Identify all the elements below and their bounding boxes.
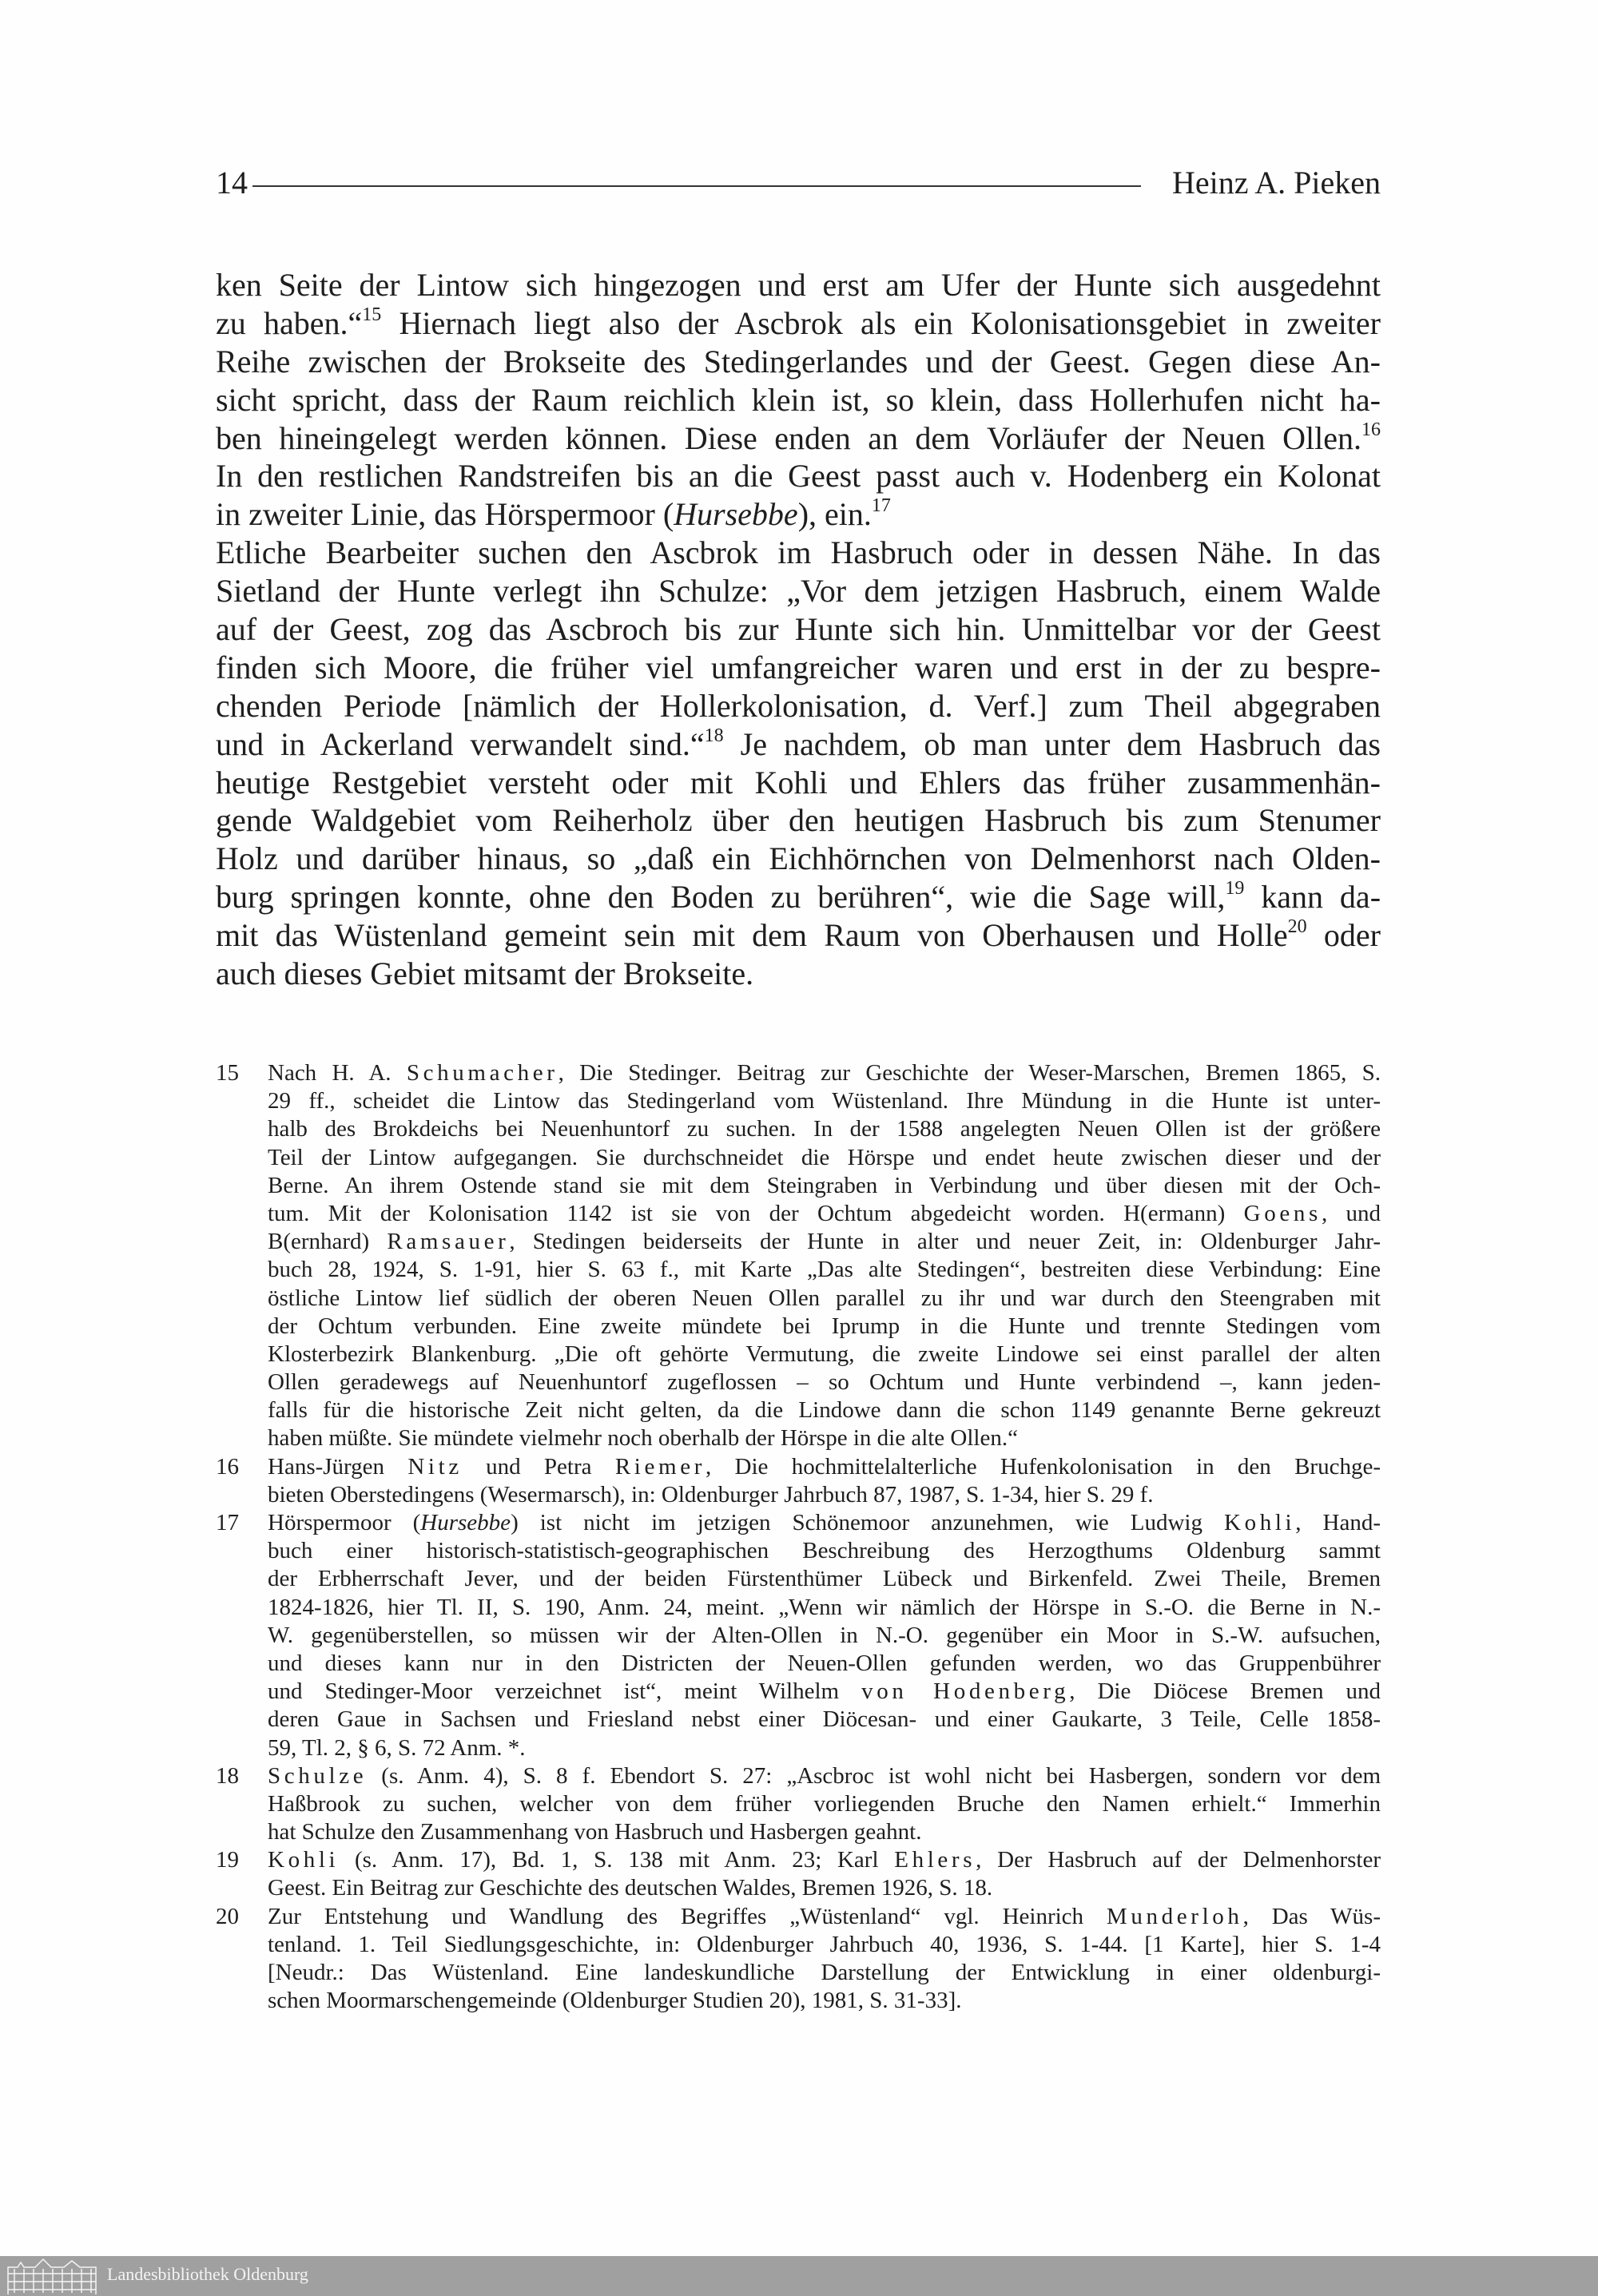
text-line	[268, 1537, 1381, 1565]
text-line	[268, 1453, 1381, 1481]
text-run: (s. Anm. 4), S. 8 f. Ebendort S. 27: „Ascbroc ist wohl nicht bei Hasbergen, sondern vor dem	[367, 1762, 1381, 1789]
text-run: ) ist nicht im jetzigen Schönemoor anzunehmen, wie Ludwig	[511, 1510, 1224, 1535]
text-line	[216, 495, 1381, 534]
text-line	[268, 1368, 1381, 1396]
text-line	[268, 1790, 1381, 1818]
text-run: B(ernhard)	[268, 1229, 388, 1255]
text-line	[216, 764, 1381, 802]
library-footer-bar	[0, 2256, 1598, 2296]
text-run: buch einer historisch-statistisch-geographischen Beschreibung des Herzogthums Oldenburg sammt	[268, 1538, 1381, 1564]
body-text	[216, 266, 1381, 993]
text-run: [Neudr.: Das Wüstenland. Eine landeskundliche Darstellung der Entwicklung in einer oldenburgi-	[268, 1960, 1381, 1985]
text-run: deren Gaue in Sachsen und Friesland nebst einer Diöcesan- und einer Gaukarte, 3 Teile, Celle 1858-	[268, 1706, 1381, 1733]
text-line	[268, 1903, 1381, 1931]
footnote-number: 17	[216, 1510, 239, 1535]
text-line	[268, 1594, 1381, 1622]
text-run: Berne. An ihrem Ostende stand sie mit dem Steingraben in Verbindung und über diesen mit der Och-	[268, 1172, 1381, 1198]
text-line	[216, 916, 1381, 955]
text-run: Etliche Bearbeiter suchen den Ascbrok im Hasbruch oder in dessen Nähe. In das	[216, 534, 1381, 571]
footnote	[216, 1509, 1381, 1762]
text-run: Klosterbezirk Blankenburg. „Die oft gehörte Vermutung, die zweite Lindowe sei einst parallel der alten	[268, 1341, 1381, 1367]
text-line	[216, 572, 1381, 610]
text-line	[268, 1200, 1381, 1228]
text-run: tenland. 1. Teil Siedlungsgeschichte, in: Oldenburger Jahrbuch 40, 1936, S. 1-44. [1 Karte], hier S. 1-4	[268, 1931, 1381, 1957]
text-line	[268, 1762, 1381, 1790]
text-run: der Erbherrschaft Jever, und der beiden Fürstenthümer Lübeck und Birkenfeld. Zwei Theile, Bremen	[268, 1566, 1381, 1592]
text-line	[268, 1424, 1381, 1452]
text-line	[216, 649, 1381, 687]
text-run: 29 ff., scheidet die Lintow das Stedingerland vom Wüstenland. Ihre Mündung in die Hunte ist unter-	[268, 1088, 1381, 1114]
text-line	[268, 1678, 1381, 1706]
text-run: , und	[1321, 1200, 1381, 1226]
italic-term: Hursebbe	[674, 496, 798, 533]
text-run: buch 28, 1924, S. 1-91, hier S. 63 f., mit Karte „Das alte Stedingen“, bestreiten diese Verbindung: Eine	[268, 1257, 1381, 1283]
text-run: hat Schulze den Zusammenhang von Hasbruch und Hasbergen geahnt.	[268, 1819, 922, 1845]
text-run: heutige Restgebiet versteht oder mit Kohli und Ehlers das früher zusammenhän-	[216, 764, 1381, 800]
text-run: Ollen geradewegs auf Neuenhuntorf zugeflossen – so Ochtum und Hunte verbindend –, kann jeden-	[268, 1369, 1381, 1396]
library-building-icon	[6, 2258, 97, 2294]
text-run: östliche Lintow lief südlich der oberen Neuen Ollen parallel zu ihr und war durch den Steengraben mit	[268, 1285, 1381, 1311]
text-line	[216, 878, 1381, 916]
text-run: , Die Stedinger. Beitrag zur Geschichte der Weser-Marschen, Bremen 1865, S.	[558, 1060, 1381, 1086]
footnotes	[216, 1059, 1381, 2015]
text-line	[268, 1087, 1381, 1115]
text-run: Hiernach liegt also der Ascbrok als ein Kolonisationsgebiet in zweiter	[381, 304, 1381, 341]
text-run: Reihe zwischen der Brokseite des Stedingerlandes und der Geest. Gegen diese An-	[216, 343, 1381, 379]
header-rule	[252, 185, 1141, 187]
text-run: und in Ackerland verwandelt sind.“	[216, 725, 705, 762]
running-head-author: Heinz A. Pieken	[1171, 165, 1381, 201]
text-run: oder	[1306, 917, 1381, 954]
text-line	[268, 1313, 1381, 1341]
text-line	[268, 1987, 1381, 2015]
text-run: In den restlichen Randstreifen bis an die Geest passt auch v. Hodenberg ein Kolonat	[216, 458, 1381, 495]
footnote-reference[interactable]: 19	[1225, 878, 1245, 900]
text-run: falls für die historische Zeit nicht gelten, da die Lindowe dann die schon 1149 genannte Berne gekreuzt	[268, 1397, 1381, 1424]
footnote	[216, 1059, 1381, 1453]
text-line	[216, 801, 1381, 840]
author-name: Schulze	[268, 1762, 368, 1789]
text-run: ben hineingelegt werden können. Diese enden an dem Vorläufer der Neuen Ollen.	[216, 419, 1361, 456]
footnote-reference[interactable]: 20	[1287, 916, 1307, 938]
text-run: gende Waldgebiet vom Reiherholz über den heutigen Hasbruch bis zum Stenumer	[216, 802, 1381, 839]
author-name: Ramsauer	[387, 1229, 510, 1255]
footnote	[216, 1903, 1381, 2016]
text-run: Je nachdem, ob man unter dem Hasbruch das	[723, 725, 1381, 762]
text-run: auch dieses Gebiet mitsamt der Brokseite.	[216, 955, 754, 992]
author-name: Schumacher	[406, 1060, 559, 1086]
text-line	[268, 1228, 1381, 1256]
text-line	[268, 1059, 1381, 1087]
text-line	[216, 840, 1381, 878]
author-name: Goens	[1243, 1200, 1322, 1226]
text-run: (s. Anm. 17), Bd. 1, S. 138 mit Anm. 23; Karl	[339, 1847, 895, 1873]
text-run: mit das Wüstenland gemeint sein mit dem Raum von Oberhausen und Holle	[216, 917, 1288, 954]
text-run: in zweiter Linie, das Hörspermoor (	[216, 496, 674, 533]
text-line	[216, 955, 1381, 993]
text-line	[216, 419, 1381, 458]
footnote	[216, 1846, 1381, 1902]
footnote-number: 16	[216, 1453, 239, 1480]
text-run: auf der Geest, zog das Ascbroch bis zur Hunte sich hin. Unmittelbar vor der Geest	[216, 611, 1381, 648]
text-run: und dieses kann nur in den Districten der Neuen-Ollen gefunden werden, wo das Gruppenbührer	[268, 1650, 1381, 1676]
text-line	[268, 1341, 1381, 1368]
text-line	[216, 610, 1381, 649]
text-run: und Petra	[462, 1453, 615, 1480]
text-line	[268, 1115, 1381, 1143]
text-line	[268, 1622, 1381, 1650]
text-run: Zur Entstehung und Wandlung des Begriffes „Wüstenland“ vgl. Heinrich	[268, 1903, 1107, 1929]
text-line	[216, 725, 1381, 764]
text-line	[268, 1650, 1381, 1678]
library-name: Landesbibliothek Oldenburg	[107, 2264, 308, 2284]
text-run: Hörspermoor (	[268, 1510, 421, 1535]
author-name: Kohli	[268, 1847, 340, 1873]
text-run: bieten Oberstedingens (Wesermarsch), in: Oldenburger Jahrbuch 87, 1987, S. 1-34, hier S. 29 f.	[268, 1481, 1154, 1507]
text-run: , Stedingen beiderseits der Hunte in alter und neuer Zeit, in: Oldenburger Jahr-	[509, 1229, 1381, 1255]
footnote-reference[interactable]: 18	[704, 725, 724, 746]
text-run: , Hand-	[1295, 1510, 1381, 1535]
footnote	[216, 1453, 1381, 1509]
author-name: Munderloh	[1106, 1903, 1243, 1929]
footnote-number: 20	[216, 1903, 239, 1929]
footnote-number: 15	[216, 1060, 239, 1086]
text-run: ), ein.	[797, 496, 872, 533]
text-run: Haßbrook zu suchen, welcher von dem früher vorliegenden Bruche den Namen erhielt.“ Immerhin	[268, 1790, 1381, 1817]
text-line	[216, 343, 1381, 381]
footnote	[216, 1762, 1381, 1847]
text-run: finden sich Moore, die früher viel umfangreicher waren und erst in der zu bespre-	[216, 649, 1381, 685]
footnote-number: 18	[216, 1762, 239, 1789]
text-run: Holz und darüber hinaus, so „daß ein Eichhörnchen von Delmenhorst nach Olden-	[216, 840, 1381, 877]
text-run: 1824-1826, hier Tl. II, S. 190, Anm. 24, meint. „Wenn wir nämlich der Hörspe in S.-O. die Berne in N.-	[268, 1594, 1381, 1620]
text-run: und Stedinger-Moor verzeichnet ist“, meint Wilhelm	[268, 1678, 862, 1705]
text-run: kann da-	[1244, 879, 1381, 916]
text-run: Sietland der Hunte verlegt ihn Schulze: „Vor dem jetzigen Hasbruch, einem Walde	[216, 573, 1381, 610]
text-line	[268, 1481, 1381, 1509]
text-run: Hans-Jürgen	[268, 1453, 408, 1480]
footnote-reference[interactable]: 15	[362, 304, 382, 325]
text-run: chenden Periode [nämlich der Hollerkolonisation, d. Verf.] zum Theil abgegraben	[216, 687, 1381, 724]
footnote-reference[interactable]: 16	[1361, 419, 1381, 440]
text-run: tum. Mit der Kolonisation 1142 ist sie von der Ochtum abgedeicht worden. H(ermann)	[268, 1200, 1244, 1226]
text-run: burg springen konnte, ohne den Boden zu berühren“, wie die Sage will,	[216, 879, 1226, 916]
author-name: Kohli	[1223, 1510, 1296, 1535]
text-line	[216, 457, 1381, 495]
author-name: von Hodenberg	[861, 1678, 1070, 1705]
text-line	[268, 1396, 1381, 1424]
text-run: , Die hochmittelalterliche Hufenkolonisation in den Bruchge-	[706, 1453, 1381, 1480]
author-name: Nitz	[407, 1453, 463, 1480]
text-run: , Das Wüs-	[1242, 1903, 1381, 1929]
text-line	[216, 381, 1381, 419]
text-run: sicht spricht, dass der Raum reichlich klein ist, so klein, dass Hollerhufen nicht ha-	[216, 381, 1381, 418]
text-run: zu haben.“	[216, 304, 363, 341]
text-run: , Die Diöcese Bremen und	[1069, 1678, 1381, 1705]
text-line	[268, 1931, 1381, 1959]
text-run: , Der Hasbruch auf der Delmenhorster	[976, 1847, 1381, 1873]
text-line	[216, 266, 1381, 304]
text-line	[268, 1144, 1381, 1172]
text-line	[268, 1706, 1381, 1734]
page-number: 14	[216, 165, 248, 201]
text-line	[268, 1818, 1381, 1846]
text-run: Nach H. A.	[268, 1060, 407, 1086]
text-run: der Ochtum verbunden. Eine zweite mündete bei Iprump in die Hunte und trennte Stedingen vom	[268, 1313, 1381, 1339]
footnote-number: 19	[216, 1847, 239, 1873]
text-line	[268, 1734, 1381, 1762]
text-run: halb des Brokdeichs bei Neuenhuntorf zu suchen. In der 1588 angelegten Neuen Ollen ist der größere	[268, 1116, 1381, 1142]
text-line	[268, 1172, 1381, 1200]
text-run: ken Seite der Lintow sich hingezogen und erst am Ufer der Hunte sich ausgedehnt	[216, 267, 1381, 303]
text-line	[268, 1509, 1381, 1537]
italic-term: Hursebbe	[420, 1510, 511, 1535]
text-line	[216, 304, 1381, 343]
text-line	[216, 687, 1381, 725]
text-run: haben müßte. Sie mündete vielmehr noch oberhalb der Hörspe in die alte Ollen.“	[268, 1425, 1018, 1452]
text-line	[268, 1959, 1381, 1987]
text-line	[268, 1846, 1381, 1874]
text-line	[216, 534, 1381, 572]
text-line	[268, 1256, 1381, 1284]
text-run: schen Moormarschengemeinde (Oldenburger Studien 20), 1981, S. 31-33].	[268, 1988, 962, 2014]
text-run: W. gegenüberstellen, so müssen wir der Alten-Ollen in N.-O. gegenüber ein Moor in S.-W. aufsuchen,	[268, 1622, 1381, 1648]
text-line	[268, 1285, 1381, 1313]
footnote-reference[interactable]: 17	[871, 495, 891, 517]
author-name: Riemer	[614, 1453, 706, 1480]
running-header	[216, 164, 1381, 202]
text-line	[268, 1565, 1381, 1593]
text-run: Geest. Ein Beitrag zur Geschichte des deutschen Waldes, Bremen 1926, S. 18.	[268, 1875, 993, 1901]
text-line	[268, 1874, 1381, 1902]
author-name: Ehlers	[894, 1847, 976, 1873]
text-run: Teil der Lintow aufgegangen. Sie durchschneidet die Hörspe und endet heute zwischen dieser und der	[268, 1144, 1381, 1170]
text-run: 59, Tl. 2, § 6, S. 72 Anm. *.	[268, 1734, 526, 1761]
